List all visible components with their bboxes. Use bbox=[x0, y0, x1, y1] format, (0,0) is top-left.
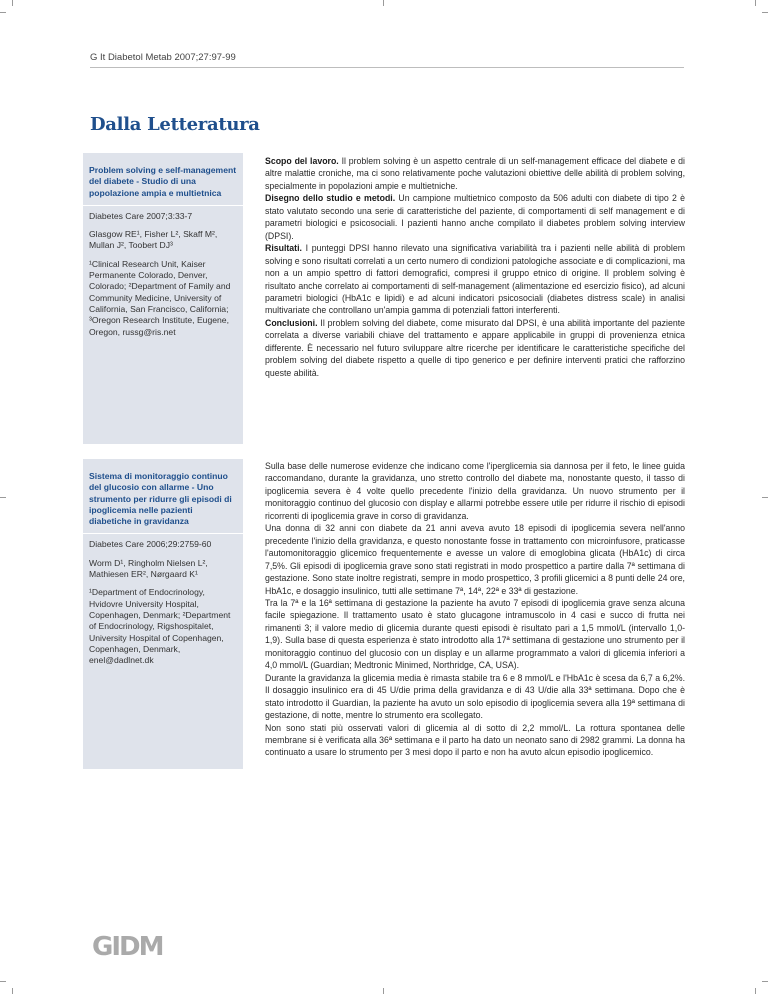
crop-mark bbox=[383, 0, 384, 6]
section-heading: Disegno dello studio e metodi. bbox=[265, 193, 396, 204]
abstract-section bbox=[265, 192, 685, 242]
paragraph: Sulla base delle numerose evidenze che indicano come l'iperglicemia sia dannosa per il feto, le linee guida raccomandano, durante la gravidanza, uno stretto controllo del diabete ma, nonostante questo, il tasso di ipoglicemia severa è 4 volte quello precedente l'inizio della gravidanza. Un nuovo strumento per il monitoraggio continuo del glucosio con display e allarmi potrebbe essere utile per ridurre il rischio di episodi ricorrenti di ipoglicemia grave in corso di gravidanza. bbox=[265, 461, 685, 521]
section-heading: Conclusioni. bbox=[265, 317, 318, 328]
citation: Diabetes Care 2006;29:2759-60 bbox=[89, 539, 212, 550]
affiliations: ¹Clinical Research Unit, Kaiser Permanente Colorado, Denver, Colorado; ²Department of Family and Community Medicine, University of California, San Francisco, California; ³Oregon Research Institute, Eugene, Oregon, russg@ris.net bbox=[89, 258, 231, 337]
article-title: Sistema di monitoraggio continuo del glucosio con allarme - Uno strumento per ridurre gli episodi di ipoglicemia nelle pazienti diabetiche in gravidanza bbox=[89, 471, 232, 527]
article-abstract bbox=[265, 155, 685, 379]
section-text: I punteggi DPSI hanno rilevato una significativa variabilità tra i pazienti nelle abilità di problem solving e sono risultati correlati a un certo numero di condizioni patologiche associate e di complicazioni, ma non a un ampio spettro di fattori demografici, compresi il gruppo etnico di origine. Il problem solving è risultato anche correlato ai comportamenti di self-management (alimentazione ed esercizio fisico), ad alcuni parametri biologici (HbA1c e lipidi) e ad alcuni indicatori psicosociali (diabetes distress scale) in analisi multivariate che controllano un'ampia gamma di potenziali fattori interferenti. bbox=[265, 243, 685, 316]
crop-mark bbox=[12, 0, 13, 6]
crop-mark bbox=[383, 988, 384, 994]
abstract-section bbox=[265, 155, 685, 192]
section-title: Dalla Letteratura bbox=[90, 114, 260, 135]
crop-mark bbox=[762, 981, 768, 982]
paragraph: Durante la gravidanza la glicemia media è rimasta stabile tra 6 e 8 mmol/L e l'HbA1c è scesa da 6,7 a 6,2%. Il dosaggio insulinico era di 45 U/die prima della gravidanza e di 43 U/die alla 33ª settimana. Dopo che è stato introdotto il Guardian, la paziente ha avuto un solo episodio di ipoglicemia severa alla 19ª settimana di gestazione, di notte, mentre lo strumento era scollegato. bbox=[265, 672, 685, 721]
affiliations: ¹Department of Endocrinology, Hvidovre University Hospital, Copenhagen, Denmark; ²Department of Endocrinology, Rigshospitalet, University Hospital of Copenhagen, Copenhagen, Denmark, enel@dadlnet.dk bbox=[89, 587, 231, 666]
abstract-section bbox=[265, 242, 685, 317]
running-head: G It Diabetol Metab 2007;27:97-99 bbox=[90, 52, 236, 63]
header-rule bbox=[90, 67, 684, 68]
section-heading: Scopo del lavoro. bbox=[265, 156, 339, 166]
abstract-section bbox=[265, 317, 685, 379]
article-info-box bbox=[83, 459, 243, 769]
crop-mark bbox=[762, 497, 768, 498]
section-text: Un campione multietnico composto da 506 adulti con diabete di tipo 2 è stato valutato secondo una serie di caratteristiche del paziente, di comportamenti di self management e di parametri biologici e psicosociali. I pazienti hanno anche compilato il diabetes problem solving interview (DPSI). bbox=[265, 193, 685, 241]
crop-mark bbox=[762, 12, 768, 13]
paragraph: Non sono stati più osservati valori di glicemia al di sotto di 2,2 mmol/L. La rottura spontanea delle membrane si è verificata alla 36ª settimana e il parto ha dato un neonato sano di 2982 grammi. La donna ha continuato a usare lo strumento per 3 mesi dopo il parto e non ha avuto alcun episodio ipoglicemico. bbox=[265, 722, 685, 758]
crop-mark bbox=[12, 988, 13, 994]
crop-mark bbox=[755, 0, 756, 6]
crop-mark bbox=[0, 981, 6, 982]
article-body bbox=[265, 460, 685, 759]
article-title: Problem solving e self-management del diabete - Studio di una popolazione ampia e multietnica bbox=[89, 165, 237, 198]
section-text: Il problem solving è un aspetto centrale di un self-management efficace del diabete e di altre malattie croniche, ma ci sono relativamente poche valutazioni obiettive delle abilità di problem solving, specialmente in popolazioni ampie e multietniche. bbox=[265, 156, 685, 191]
authors: Glasgow RE¹, Fisher L², Skaff M², Mullan J², Toobert DJ³ bbox=[89, 229, 218, 251]
paragraph: Tra la 7ª e la 16ª settimana di gestazione la paziente ha avuto 7 episodi di ipoglicemia grave senza alcuna facile spiegazione. Il trattamento usato è stato glucagone intramuscolo in 4 casi e succo di frutta nei rimanenti 3; il valore medio di glicemia durante questi episodi è risultato pari a 1,5 mmol/L (intervallo 1,0-1,9). Sulla base di questa esperienza è stato introdotto alla 17ª settimana di gestazione uno strumento per il monitoraggio continuo del glucosio con un display e un allarme programmato a valori di glicemia inferiori a 4,0 mmol/L (Guardian; Medtronic Minimed, Northridge, CA, USA). bbox=[265, 597, 685, 671]
authors: Worm D¹, Ringholm Nielsen L², Mathiesen ER², Nørgaard K¹ bbox=[89, 557, 208, 580]
paragraph: Una donna di 32 anni con diabete da 21 anni aveva avuto 18 episodi di ipoglicemia severa nell'anno precedente l'inizio della gravidanza, e questo nonostante fosse in trattamento con microinfusore, praticasse l'automonitoraggio glicemico frequentemente e avesse un valore di emoglobina glicata (HbA1c) di circa 7,5%. Gli episodi di ipoglicemia grave sono stati registrati in modo prospettico a partire dalla 7ª settimana di gestazione. Sono state inoltre registrati, sempre in modo prospettico, 3 profili glicemici a 8 punti delle 24 ore, HbA1c, e dosaggio insulinico, tutti alle settimane 7ª, 14ª, 22ª e 33ª di gestazione. bbox=[265, 523, 685, 596]
article-info-box bbox=[83, 153, 243, 444]
section-heading: Risultati. bbox=[265, 243, 302, 254]
citation: Diabetes Care 2007;3:33-7 bbox=[89, 210, 193, 221]
section-text: Il problem solving del diabete, come misurato dal DPSI, è una abilità importante del paziente correlata a diverse variabili chiave del trattamento e appare applicabile in gruppi di provenienza etnica differente. È necessario nel futuro sviluppare altre ricerche per identificare le caratteristiche specifiche del problem solving del diabete rispetto a quelle di tipo generico e per definire interventi pratici che rafforzino queste abilità. bbox=[265, 317, 685, 378]
divider bbox=[83, 205, 243, 206]
divider bbox=[83, 533, 243, 534]
journal-logo: GIDM bbox=[92, 932, 163, 962]
crop-mark bbox=[755, 988, 756, 994]
crop-mark bbox=[0, 12, 6, 13]
crop-mark bbox=[0, 497, 6, 498]
